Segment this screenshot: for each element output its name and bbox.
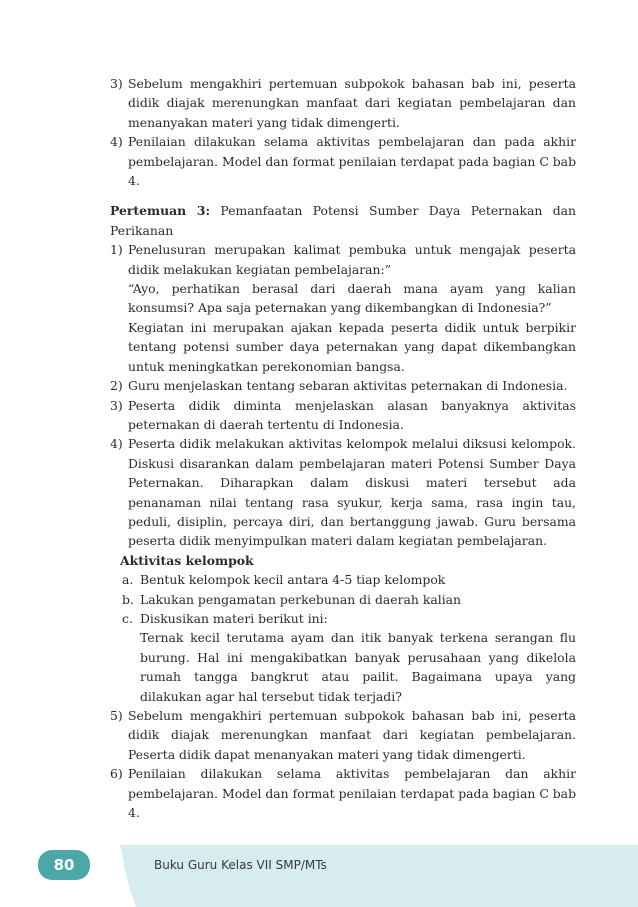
- book-title: Buku Guru Kelas VII SMP/MTs: [154, 858, 327, 872]
- meeting-title: Pemanfaatan Potensi Sumber Daya Peternakan dan Perikanan: [110, 203, 576, 238]
- list-item: [122, 590, 576, 609]
- list-item: [110, 132, 576, 190]
- list-quote: “Ayo, perhatikan berasal dari daerah mana ayam yang kalian konsumsi? Apa saja peternakan yang dikembangkan di Indonesia?”: [128, 281, 576, 316]
- page-number: 80: [38, 850, 90, 880]
- footer-band: [0, 845, 638, 907]
- list-item: [110, 434, 576, 550]
- list-number: 3): [110, 397, 123, 413]
- list-number: 2): [110, 378, 123, 394]
- page-content: [110, 74, 576, 822]
- list-text: Peserta didik diminta menjelaskan alasan banyaknya aktivitas peternakan di daerah tertentu di Indonesia.: [128, 397, 576, 432]
- list-item: [110, 74, 576, 132]
- list-text: Diskusikan materi berikut ini:: [140, 610, 328, 626]
- list-text: Sebelum mengakhiri pertemuan subpokok bahasan bab ini, peserta didik diajak merenungkan manfaat dari kegiatan pembelajaran dan menanyakan materi yang tidak dimengerti.: [128, 76, 576, 130]
- list-number: 4): [110, 134, 123, 150]
- list-text: Penilaian dilakukan selama aktivitas pembelajaran dan pada akhir pembelajaran. Model dan format penilaian terdapat pada bagian C bab 4.: [128, 134, 576, 189]
- group-activity-title: Aktivitas kelompok: [120, 552, 254, 568]
- list-text: Lakukan pengamatan perkebunan di daerah kalian: [140, 591, 462, 607]
- meeting-label: Pertemuan 3:: [110, 203, 211, 219]
- meeting-heading: [110, 201, 576, 240]
- list-number: 6): [110, 766, 123, 782]
- list-item: [110, 240, 576, 376]
- list-letter: b.: [122, 591, 134, 607]
- list-text: Peserta didik melakukan aktivitas kelompok melalui diksusi kelompok. Diskusi disarankan dalam pembelajaran materi Potensi Sumber Daya Peternakan. Diharapkan dalam diskusi materi tersebut ada penanaman nilai tentang rasa syukur, kerja sama, rasa ingin tau, peduli, disiplin, percaya diri, dan bertanggung jawab. Guru bersama peserta didik menyimpulkan materi dalam kegiatan pembelajaran.: [128, 436, 576, 549]
- list-item: [110, 376, 576, 395]
- list-item: [122, 609, 576, 706]
- list-number: 3): [110, 76, 123, 91]
- list-item: [110, 396, 576, 435]
- list-letter: a.: [122, 572, 134, 588]
- list-text: Penelusuran merupakan kalimat pembuka untuk mengajak peserta didik melakukan kegiatan pembelajaran:”: [128, 242, 576, 277]
- list-text: Bentuk kelompok kecil antara 4-5 tiap kelompok: [140, 572, 446, 588]
- list-letter: c.: [122, 610, 133, 626]
- list-number: 4): [110, 436, 123, 452]
- list-text: Penilaian dilakukan selama aktivitas pembelajaran dan akhir pembelajaran. Model dan format penilaian terdapat pada bagian C bab 4.: [128, 766, 576, 821]
- list-item: [122, 570, 576, 589]
- list-extra: Kegiatan ini merupakan ajakan kepada peserta didik untuk berpikir tentang potensi sumber daya peternakan yang dapat dikembangkan untuk meningkatkan perekonomian bangsa.: [128, 319, 576, 374]
- list-number: 1): [110, 242, 123, 258]
- footer-shape: [0, 845, 638, 907]
- discussion-material: Ternak kecil terutama ayam dan itik banyak terkena serangan flu burung. Hal ini mengakibatkan banyak perusahaan yang dikelola rumah tangga bangkrut atau pailit. Bagaimana upaya yang dilakukan agar hal tersebut tidak terjadi?: [140, 630, 576, 704]
- list-text: Sebelum mengakhiri pertemuan subpokok bahasan bab ini, peserta didik diajak merenungkan manfaat dari kegiatan pembelajaran. Peserta didik dapat menanyakan materi yang tidak dimengerti.: [128, 708, 576, 762]
- group-activity-list: [110, 570, 576, 706]
- list-item: [110, 706, 576, 764]
- list-number: 5): [110, 708, 123, 723]
- list-text: Guru menjelaskan tentang sebaran aktivitas peternakan di Indonesia.: [128, 378, 568, 394]
- list-item: [110, 764, 576, 822]
